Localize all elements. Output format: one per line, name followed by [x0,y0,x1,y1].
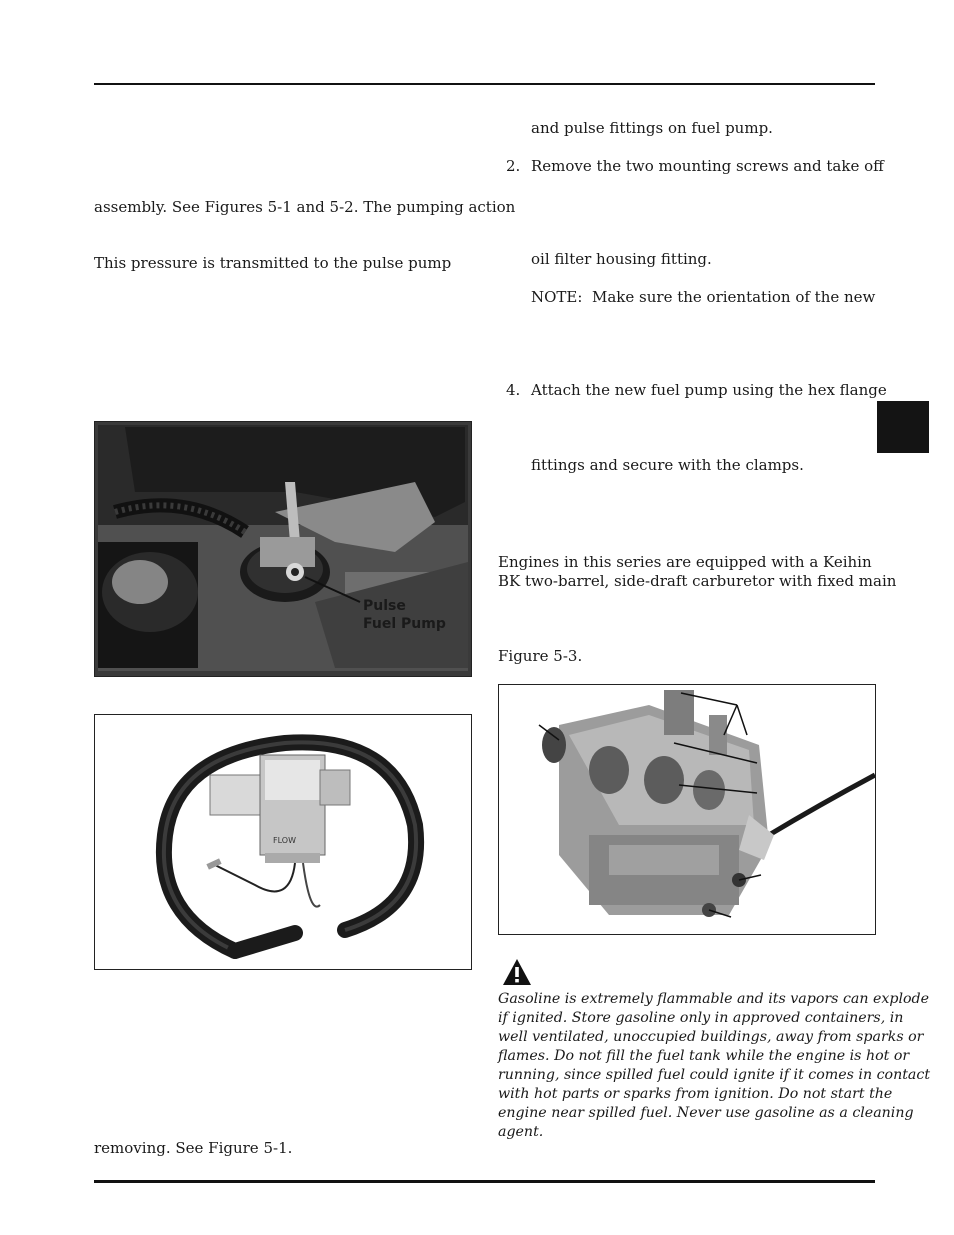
pulse-label-line1: Pulse [363,598,406,614]
step-4-text: Attach the new fuel pump using the hex flange [531,381,887,399]
warning-line: if ignited. Store gasoline only in approved containers, in [498,1010,904,1026]
body-text-line: assembly. See Figures 5-1 and 5-2. The pumping action [94,198,516,216]
carburetor-photo [498,684,876,935]
warning-line: flames. Do not fill the fuel tank while the engine is hot or [498,1048,910,1064]
warning-line: running, since spilled fuel could ignite if it comes in contact [498,1067,931,1083]
warning-line: agent. [498,1124,544,1140]
step-3-continued: oil filter housing fitting. [531,250,712,268]
figure-reference: Figure 5-3. [498,647,583,665]
step-2-number: 2. [506,157,521,175]
header-rule [94,83,875,85]
warning-line: engine near spilled fuel. Never use gasoline as a cleaning [498,1105,914,1121]
note-text: Make sure the orientation of the new [592,288,876,306]
step-4-number: 4. [506,381,521,399]
section-tab [877,401,929,453]
warning-triangle-icon [502,958,532,986]
carburetor-text-line: BK two-barrel, side-draft carburetor with fixed main [498,572,897,590]
warning-line: well ventilated, unoccupied buildings, away from sparks or [498,1029,924,1045]
step-2-text: Remove the two mounting screws and take off [531,157,884,175]
warning-line: with hot parts or sparks from ignition. Do not start the [498,1086,893,1102]
note-label: NOTE: [531,288,583,306]
pump-flow-text: FLOW [273,836,296,845]
warning-text [498,990,931,1142]
body-text-line: removing. See Figure 5-1. [94,1139,293,1157]
pulse-label-line2: Fuel Pump [363,616,446,632]
step-1-continued: and pulse fittings on fuel pump. [531,119,773,137]
body-text-line: This pressure is transmitted to the pulse pump [94,254,452,272]
electric-fuel-pump-photo [94,714,472,970]
step-4-continued: fittings and secure with the clamps. [531,456,804,474]
pulse-fuel-pump-photo [94,421,472,677]
footer-rule [94,1180,875,1183]
carburetor-text-line: Engines in this series are equipped with a Keihin [498,553,872,571]
warning-line: Gasoline is extremely flammable and its vapors can explode [498,991,930,1007]
